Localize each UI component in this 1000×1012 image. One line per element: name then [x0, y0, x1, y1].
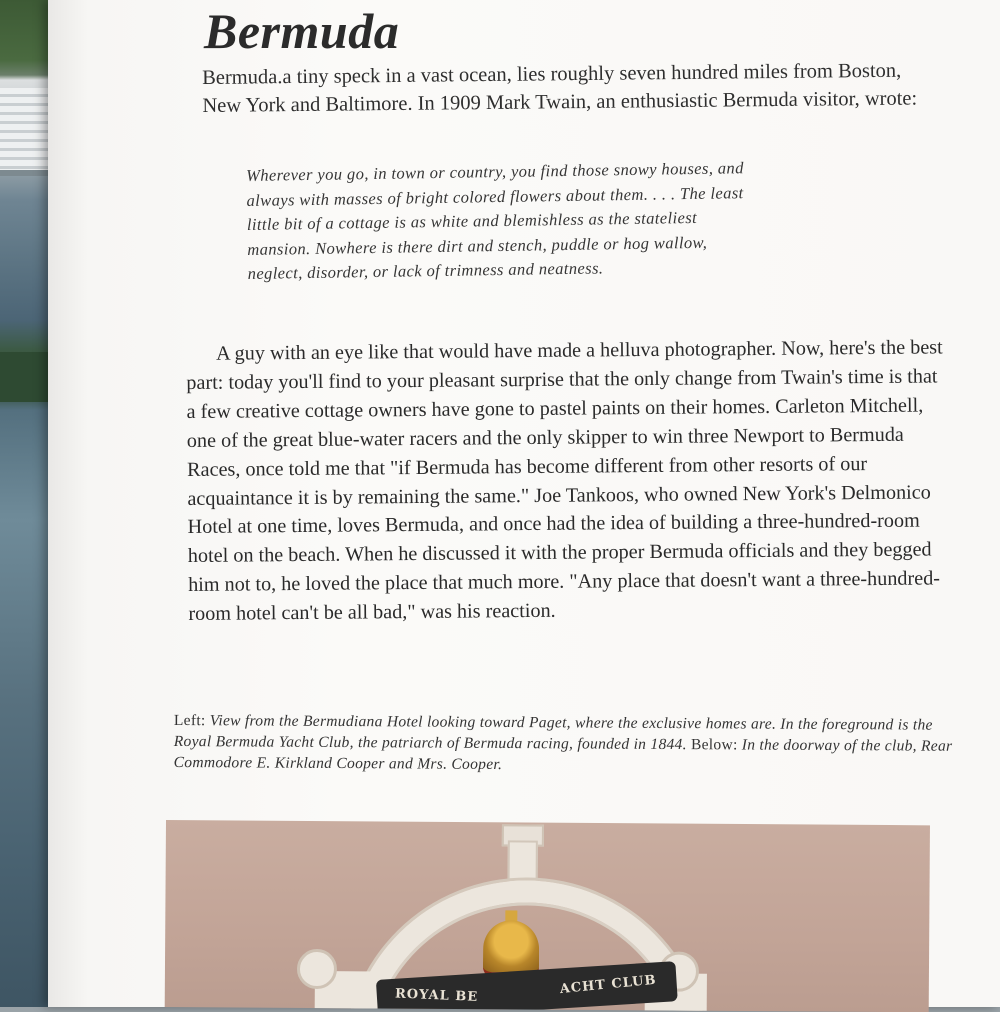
intro-paragraph: Bermuda.a tiny speck in a vast ocean, lies roughly seven hundred miles from Boston, New York and Baltimore. In 1909 Mark Twain, an enthusiastic Bermuda visitor, wrote:: [202, 59, 918, 117]
twain-quote: Wherever you go, in town or country, you find those snowy houses, and always with masses of bright colored flowers about them. . . . The least little bit of a cottage is as white and blemishless as the stateliest mansion. Nowhere is there dirt and stench, puddle or hog wallow, neglect, disorder, or lack of trimness and neatness.: [246, 158, 744, 283]
caption-below-label: Below:: [690, 736, 738, 754]
caption-left-text: View from the Bermudiana Hotel looking toward Paget, where the exclusive homes are. In the foreground is the Royal Bermuda Yacht Club, the patriarch of Bermuda racing, founded in 1844.: [173, 712, 933, 754]
club-doorway-photo: [165, 820, 930, 1012]
body-paragraph: A guy with an eye like that would have made a helluva photographer. Now, here's the best part: today you'll find to your pleasant surprise that the only change from Twain's time is that a few creative cottage owners have gone to pastel paints on their homes. Carleton Mitchell, one of the great blue-water racers and the only skipper to win three Newport to Bermuda Races, once told me that "if Bermuda has become different from other resorts of our acquaintance it is by remaining the same." Joe Tankoos, who owned New York's Delmonico Hotel at one time, loves Bermuda, and once had the idea of building a three-hundred-room hotel on the beach. When he discussed it with the proper Bermuda officials and they begged him not to, he loved the place that much more. "Any place that doesn't want a three-hundred-room hotel can't be all bad," was his reaction.: [186, 336, 943, 626]
photo-caption: [174, 710, 969, 778]
book-page: [48, 0, 1000, 1007]
caption-below-text: In the doorway of the club, Rear Commodore E. Kirkland Cooper and Mrs. Cooper.: [173, 736, 953, 774]
ship-in-photo: [0, 88, 52, 176]
caption-left-label: Left:: [173, 711, 206, 730]
banner-text-right: ACHT CLUB: [559, 972, 658, 998]
banner-text-left: ROYAL BE: [394, 986, 479, 1005]
arch-scroll-left: [297, 949, 337, 989]
page-title: Bermuda: [204, 3, 400, 59]
